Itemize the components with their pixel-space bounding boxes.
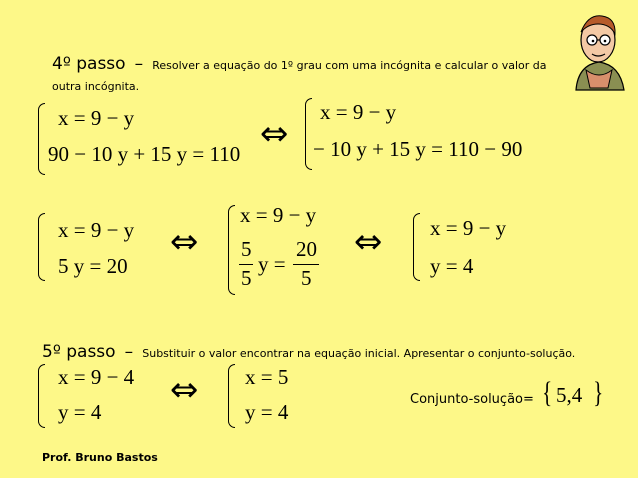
system4-var: y =	[258, 252, 286, 276]
step4-desc-line2: outra incógnita.	[52, 80, 140, 93]
system7-eq1: x = 5	[245, 365, 289, 389]
step5-header	[42, 342, 632, 362]
equiv-symbol-2: ⇔	[170, 222, 199, 262]
equiv-symbol-1: ⇔	[260, 114, 289, 154]
step5-desc: Substituir o valor encontrar na equação inicial. Apresentar o conjunto-solução.	[142, 347, 576, 360]
system5-brace	[413, 213, 420, 281]
system6-eq1: x = 9 − 4	[58, 365, 135, 389]
system1-eq1: x = 9 − y	[58, 106, 135, 130]
step4-dash: –	[134, 54, 144, 74]
step4-label: 4º passo	[52, 54, 126, 74]
step5-label: 5º passo	[42, 342, 116, 362]
teacher-cartoon-icon	[568, 10, 630, 95]
step4-desc-line1: Resolver a equação do 1º grau com uma incógnita e calcular o valor da	[152, 59, 547, 72]
system4-brace	[228, 205, 235, 295]
system5-eq2: y = 4	[430, 254, 474, 278]
system4-frac1-num: 5	[241, 237, 252, 261]
system7-brace	[228, 364, 235, 428]
system2-brace	[305, 98, 312, 170]
system3-eq1: x = 9 − y	[58, 218, 135, 242]
equiv-symbol-3: ⇔	[354, 222, 383, 262]
system7-eq2: y = 4	[245, 400, 289, 424]
solution-value: 5,4	[556, 383, 583, 407]
system2-eq2: − 10 y + 15 y = 110 − 90	[313, 137, 523, 161]
system1-eq2: 90 − 10 y + 15 y = 110	[48, 142, 241, 166]
system5-eq1: x = 9 − y	[430, 216, 507, 240]
solution-open-brace: {	[542, 376, 553, 409]
equiv-symbol-4: ⇔	[170, 370, 199, 410]
system4-eq1: x = 9 − y	[240, 203, 317, 227]
system3-eq2: 5 y = 20	[58, 254, 128, 278]
system4-frac2-den: 5	[301, 266, 312, 290]
solution-label: Conjunto-solução=	[410, 392, 534, 407]
author-credit: Prof. Bruno Bastos	[42, 451, 158, 464]
system6-eq2: y = 4	[58, 400, 102, 424]
system4-frac1-line	[239, 264, 253, 265]
system3-brace	[38, 213, 45, 281]
system4-frac2-line	[293, 264, 319, 265]
step5-dash: –	[124, 342, 134, 362]
system4-frac2-num: 20	[296, 237, 317, 261]
solution-close-brace: }	[593, 376, 604, 409]
system4-frac1-den: 5	[241, 266, 252, 290]
system2-eq1: x = 9 − y	[320, 100, 397, 124]
step4-header	[52, 54, 552, 74]
system6-brace	[38, 364, 45, 428]
system1-brace	[38, 103, 45, 175]
